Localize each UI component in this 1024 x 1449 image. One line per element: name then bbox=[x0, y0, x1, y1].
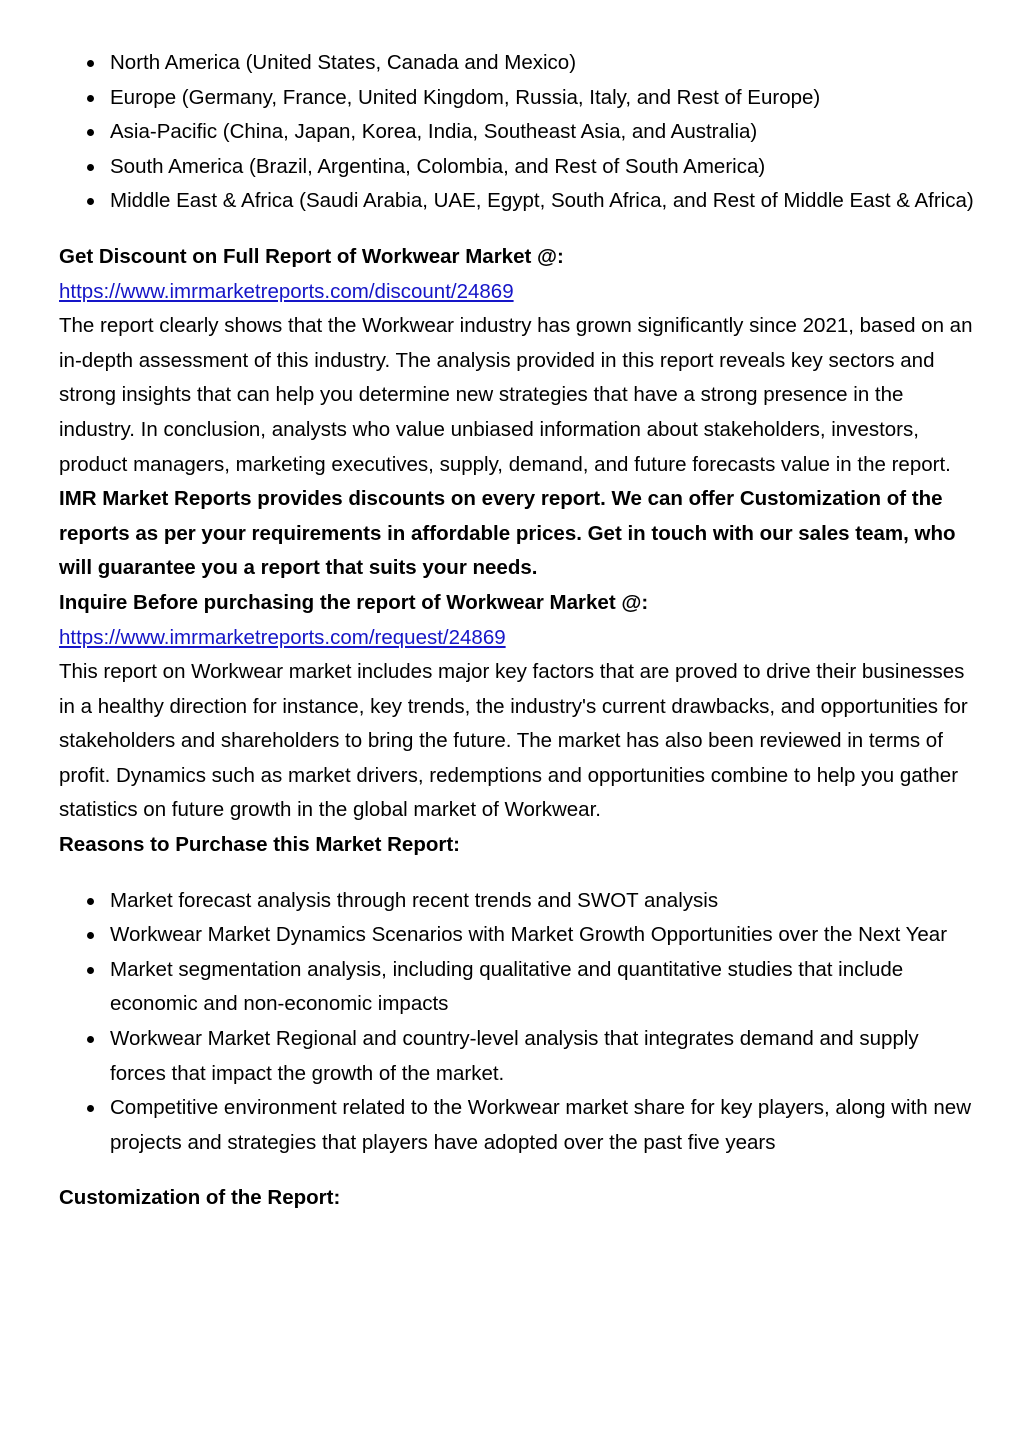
list-item bbox=[59, 81, 979, 116]
customization-heading: Customization of the Report: bbox=[59, 1186, 341, 1210]
bullet-icon bbox=[87, 967, 94, 974]
discount-heading: Get Discount on Full Report of Workwear Market @: bbox=[59, 244, 564, 268]
region-text: Asia-Pacific (China, Japan, Korea, India, Southeast Asia, and Australia) bbox=[110, 120, 758, 144]
spacer bbox=[59, 219, 979, 240]
reason-text: Workwear Market Regional and country-level analysis that integrates demand and supply forces that impact the growth of the market. bbox=[110, 1027, 919, 1085]
reason-text: Workwear Market Dynamics Scenarios with Market Growth Opportunities over the Next Year bbox=[110, 923, 948, 947]
report-factors-paragraph: This report on Workwear market includes major key factors that are proved to drive their businesses in a healthy direction for instance, key trends, the industry's current drawbacks, and opportunities for stakeholders and shareholders to bring the future. The market has also been reviewed in terms of profit. Dynamics such as market drivers, redemptions and opportunities combine to help you gather statistics on future growth in the global market of Workwear. bbox=[59, 660, 968, 822]
inquire-heading: Inquire Before purchasing the report of Workwear Market @: bbox=[59, 590, 649, 614]
discount-link-line bbox=[59, 275, 979, 310]
discount-link[interactable]: https://www.imrmarketreports.com/discount/24869 bbox=[59, 279, 514, 303]
bullet-icon bbox=[87, 164, 94, 171]
inquire-link-line bbox=[59, 621, 979, 656]
document-page bbox=[59, 46, 979, 1216]
list-item bbox=[59, 46, 979, 81]
bullet-icon bbox=[87, 932, 94, 939]
bullet-icon bbox=[87, 129, 94, 136]
reasons-heading: Reasons to Purchase this Market Report: bbox=[59, 833, 460, 857]
region-text: North America (United States, Canada and Mexico) bbox=[110, 51, 577, 74]
bullet-icon bbox=[87, 1036, 94, 1043]
list-item bbox=[59, 184, 979, 219]
reasons-list bbox=[59, 884, 979, 1161]
list-item bbox=[59, 150, 979, 185]
reason-text: Market forecast analysis through recent trends and SWOT analysis bbox=[110, 888, 719, 912]
list-item bbox=[59, 953, 979, 1022]
bullet-icon bbox=[87, 198, 94, 205]
report-overview-paragraph: The report clearly shows that the Workwear industry has grown significantly since 2021, based on an in-depth assessment of this industry. The analysis provided in this report reveals key sectors and strong insights that can help you determine new strategies that have a strong presence in the industry. In conclusion, analysts who value unbiased information about stakeholders, investors, product managers, marketing executives, supply, demand, and future forecasts value in the report. bbox=[59, 314, 973, 476]
bullet-icon bbox=[87, 898, 94, 905]
bullet-icon bbox=[87, 1105, 94, 1112]
region-text: Europe (Germany, France, United Kingdom, Russia, Italy, and Rest of Europe) bbox=[110, 85, 821, 109]
region-text: Middle East & Africa (Saudi Arabia, UAE, Egypt, South Africa, and Rest of Middle East & Africa) bbox=[110, 189, 974, 213]
list-item bbox=[59, 1091, 979, 1160]
reason-text: Market segmentation analysis, including qualitative and quantitative studies that include economic and non-economic impacts bbox=[110, 957, 904, 1016]
list-item bbox=[59, 1022, 979, 1091]
offer-paragraph: IMR Market Reports provides discounts on every report. We can offer Customization of the reports as per your requirements in affordable prices. Get in touch with our sales team, who will guarantee you a report that suits your needs. bbox=[59, 487, 956, 580]
list-item bbox=[59, 918, 979, 953]
spacer bbox=[59, 1160, 979, 1181]
reason-text: Competitive environment related to the Workwear market share for key players, along with new projects and strategies that players have adopted over the past five years bbox=[110, 1096, 972, 1154]
region-text: South America (Brazil, Argentina, Colombia, and Rest of South America) bbox=[110, 154, 766, 178]
regions-list bbox=[59, 46, 979, 219]
list-item bbox=[59, 884, 979, 919]
bullet-icon bbox=[87, 95, 94, 102]
spacer bbox=[59, 863, 979, 884]
inquire-link[interactable]: https://www.imrmarketreports.com/request/24869 bbox=[59, 625, 506, 649]
list-item bbox=[59, 115, 979, 150]
bullet-icon bbox=[87, 60, 94, 67]
